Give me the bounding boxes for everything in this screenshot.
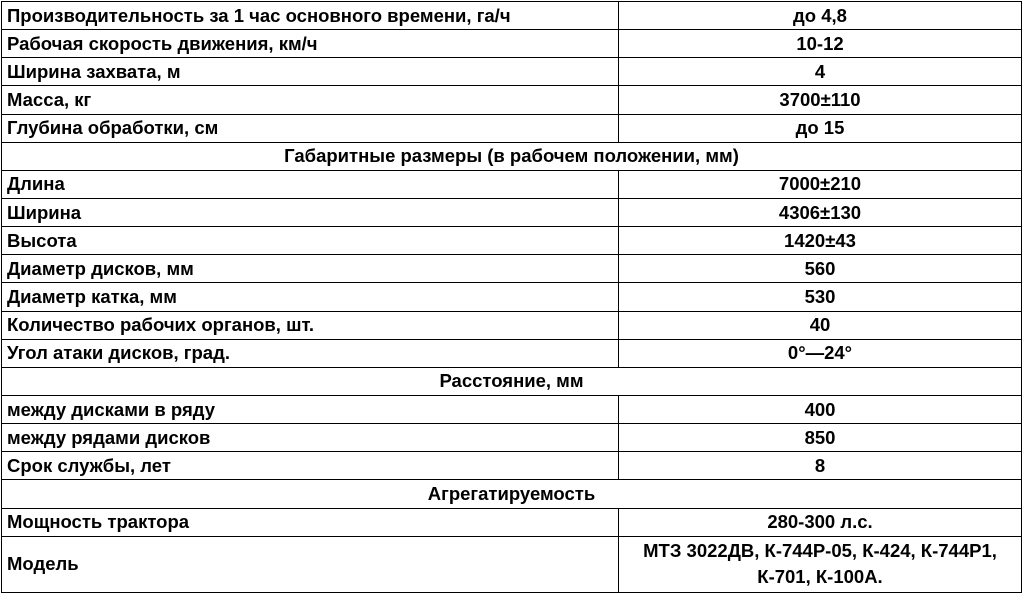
- param-value: 7000±210: [619, 170, 1022, 198]
- param-value: 560: [619, 255, 1022, 283]
- table-row: [2, 30, 1022, 58]
- param-value: 280-300 л.с.: [619, 508, 1022, 536]
- param-name: Высота: [2, 227, 619, 255]
- param-value: 40: [619, 311, 1022, 339]
- table-row: [2, 114, 1022, 142]
- table-row: [2, 508, 1022, 536]
- specifications-table: [1, 1, 1022, 593]
- param-name: Длина: [2, 170, 619, 198]
- section-header: Расстояние, мм: [2, 367, 1022, 395]
- table-row: [2, 536, 1022, 592]
- table-row: [2, 227, 1022, 255]
- param-name: Срок службы, лет: [2, 452, 619, 480]
- param-name: между дисками в ряду: [2, 395, 619, 423]
- param-name: Модель: [2, 536, 619, 592]
- param-name: Диаметр катка, мм: [2, 283, 619, 311]
- table-row: [2, 86, 1022, 114]
- param-name: Рабочая скорость движения, км/ч: [2, 30, 619, 58]
- table-row: [2, 283, 1022, 311]
- param-value: до 15: [619, 114, 1022, 142]
- param-name: Диаметр дисков, мм: [2, 255, 619, 283]
- param-name: Глубина обработки, см: [2, 114, 619, 142]
- param-value: МТЗ 3022ДВ, К-744Р-05, К-424, К-744Р1, К-701, К-100А.: [619, 536, 1022, 592]
- param-name: Ширина: [2, 198, 619, 226]
- param-name: Мощность трактора: [2, 508, 619, 536]
- table-row: [2, 452, 1022, 480]
- param-value: 8: [619, 452, 1022, 480]
- param-name: Угол атаки дисков, град.: [2, 339, 619, 367]
- table-row: [2, 255, 1022, 283]
- table-row: [2, 395, 1022, 423]
- param-name: Масса, кг: [2, 86, 619, 114]
- param-value: 4306±130: [619, 198, 1022, 226]
- table-row: [2, 311, 1022, 339]
- table-row: [2, 58, 1022, 86]
- table-row: [2, 2, 1022, 30]
- param-value: 4: [619, 58, 1022, 86]
- section-header: Габаритные размеры (в рабочем положении, мм): [2, 142, 1022, 170]
- section-row: [2, 142, 1022, 170]
- param-name: Количество рабочих органов, шт.: [2, 311, 619, 339]
- param-name: Ширина захвата, м: [2, 58, 619, 86]
- param-name: Производительность за 1 час основного времени, га/ч: [2, 2, 619, 30]
- param-name: между рядами дисков: [2, 424, 619, 452]
- param-value: 530: [619, 283, 1022, 311]
- section-row: [2, 367, 1022, 395]
- param-value: до 4,8: [619, 2, 1022, 30]
- param-value: 400: [619, 395, 1022, 423]
- table-row: [2, 170, 1022, 198]
- param-value: 850: [619, 424, 1022, 452]
- table-row: [2, 198, 1022, 226]
- table-row: [2, 339, 1022, 367]
- param-value: 1420±43: [619, 227, 1022, 255]
- table-row: [2, 424, 1022, 452]
- param-value: 3700±110: [619, 86, 1022, 114]
- param-value: 0°—24°: [619, 339, 1022, 367]
- section-header: Агрегатируемость: [2, 480, 1022, 508]
- section-row: [2, 480, 1022, 508]
- param-value: 10-12: [619, 30, 1022, 58]
